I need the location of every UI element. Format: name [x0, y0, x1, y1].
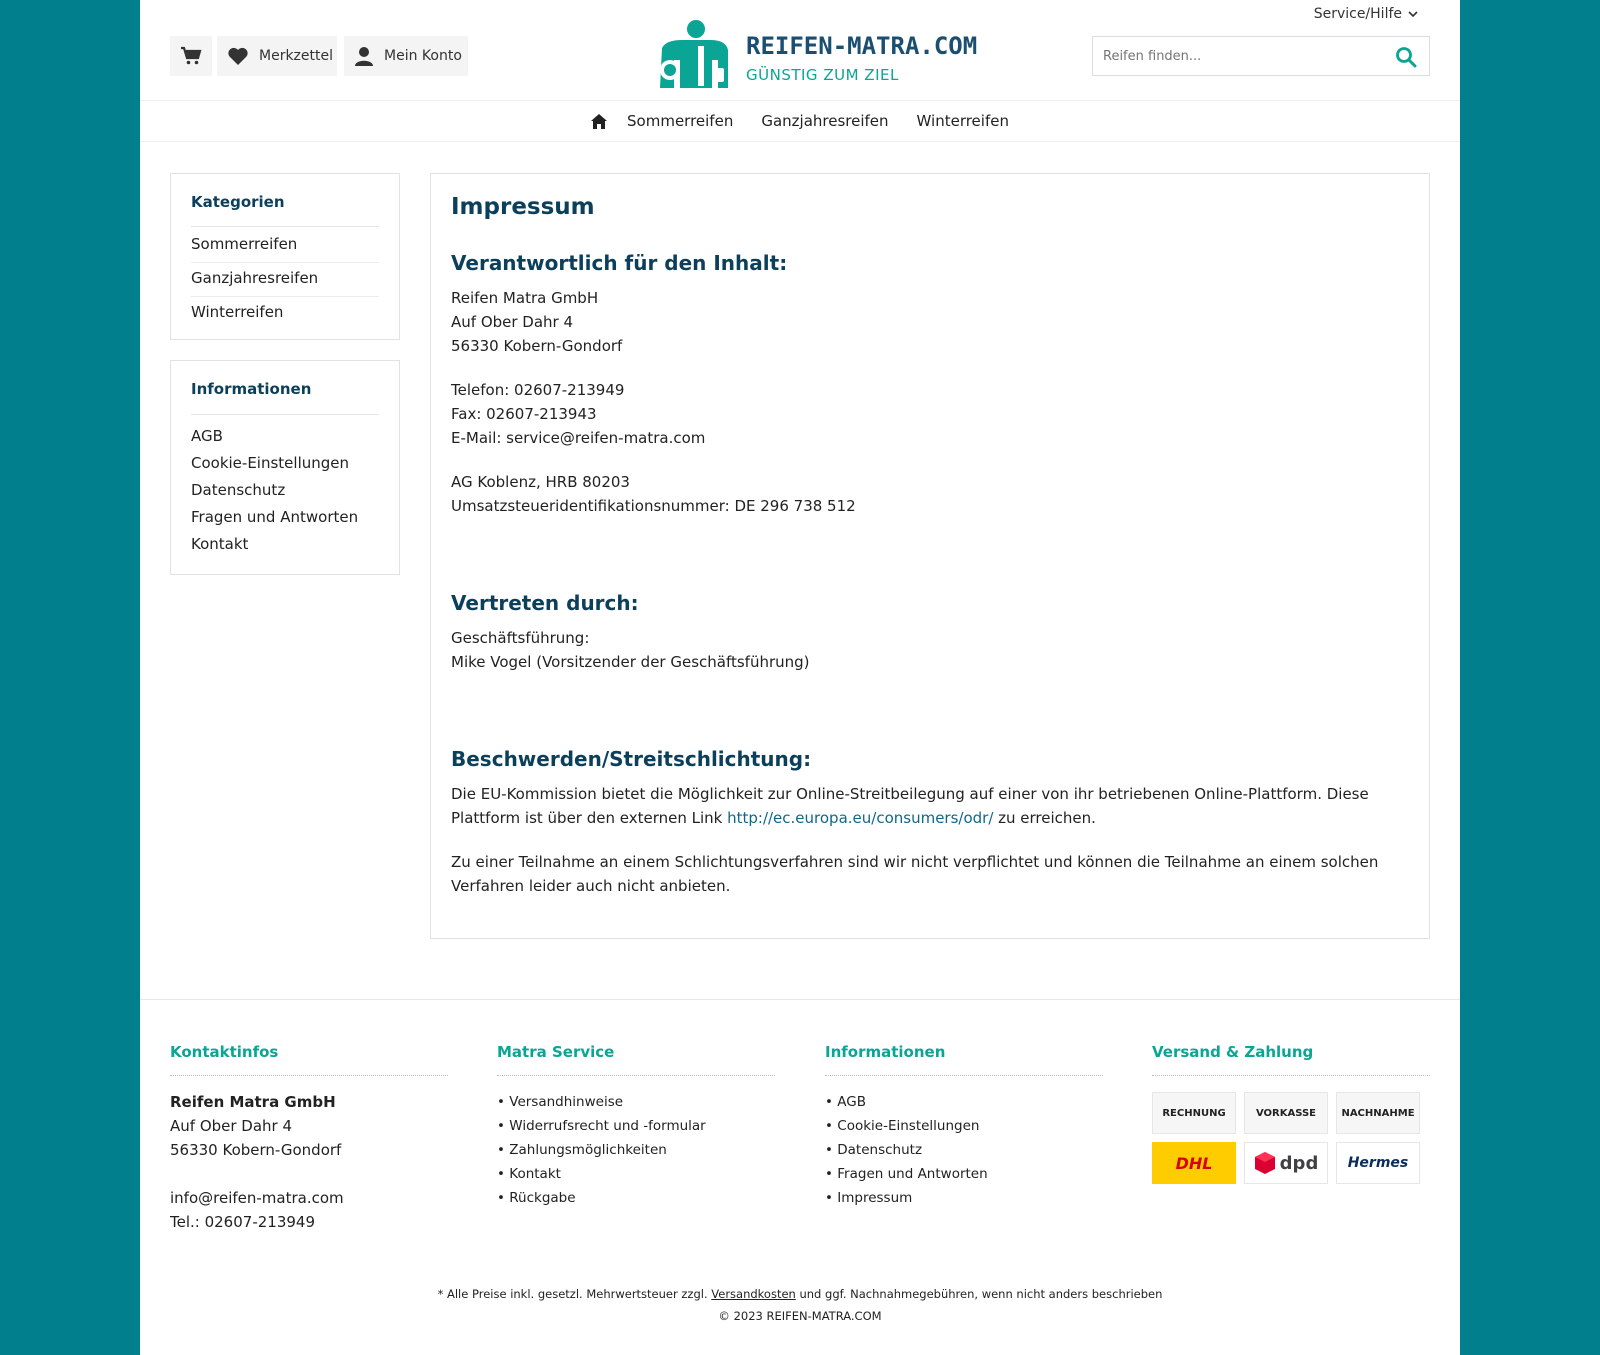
account-button[interactable]: [344, 36, 468, 76]
page: [140, 0, 1460, 1355]
footer-service-title: Matra Service: [497, 1043, 615, 1061]
nav-item-ganzjahresreifen[interactable]: Ganzjahresreifen: [761, 112, 889, 130]
dpd-label: dpd: [1279, 1152, 1319, 1174]
footer-information-title: Informationen: [825, 1043, 946, 1061]
sidebar-information: [170, 360, 400, 575]
payment-logos: [1152, 1092, 1432, 1184]
logo[interactable]: [652, 18, 978, 90]
service-label: Service/Hilfe: [1313, 6, 1402, 22]
arbitration-paragraph: Zu einer Teilnahme an einem Schlichtungsverfahren sind wir nicht verpflichtet und können die Teilnahme an einem solchen Verfahren leider auch nicht anbieten.: [451, 853, 1379, 895]
vat-text: Umsatzsteueridentifikationsnummer: DE 296 738 512: [451, 497, 856, 515]
payment-invoice: RECHNUNG: [1152, 1092, 1236, 1134]
company-city: 56330 Kobern-Gondorf: [451, 337, 623, 355]
sidebar-item-cookie-settings[interactable]: Cookie-Einstellungen: [191, 454, 350, 472]
divider: [1152, 1075, 1430, 1076]
footer-street: Auf Ober Dahr 4: [170, 1117, 293, 1135]
footer-company: Reifen Matra GmbH: [170, 1093, 336, 1111]
service-menu[interactable]: [1314, 6, 1418, 22]
copyright: © 2023 REIFEN-MATRA.COM: [718, 1309, 882, 1323]
footer-service: [497, 1043, 775, 1210]
email-text: E-Mail: service@reifen-matra.com: [451, 429, 706, 447]
chevron-down-icon: [1408, 11, 1418, 18]
footer-city: 56330 Kobern-Gondorf: [170, 1141, 342, 1159]
footer-shipping-title: Versand & Zahlung: [1152, 1043, 1314, 1061]
search-icon: [1395, 46, 1417, 68]
footer-link[interactable]: • Rückgabe: [497, 1186, 775, 1210]
footer-link[interactable]: • AGB: [825, 1090, 1103, 1114]
content-panel: [430, 173, 1430, 939]
carrier-dpd: [1244, 1142, 1328, 1184]
search-input[interactable]: [1093, 37, 1393, 75]
footer-divider: [140, 999, 1460, 1000]
footer-link[interactable]: • Cookie-Einstellungen: [825, 1114, 1103, 1138]
sidebar-item-agb[interactable]: AGB: [191, 427, 223, 445]
page-title: Impressum: [451, 194, 595, 220]
odr-link[interactable]: http://ec.europa.eu/consumers/odr/: [727, 809, 994, 827]
footer-link[interactable]: • Fragen und Antworten: [825, 1162, 1103, 1186]
heading-represented: Vertreten durch:: [451, 591, 639, 615]
sidebar-item-faq[interactable]: Fragen und Antworten: [191, 508, 359, 526]
shipping-costs-link[interactable]: Versandkosten: [711, 1287, 796, 1301]
odr-paragraph: [451, 782, 1401, 830]
footer-link[interactable]: • Datenschutz: [825, 1138, 1103, 1162]
footer-link[interactable]: • Kontakt: [497, 1162, 775, 1186]
footer-link[interactable]: • Impressum: [825, 1186, 1103, 1210]
fax-text: Fax: 02607-213943: [451, 405, 597, 423]
legal-notice: [140, 1287, 1460, 1301]
odr-text-end: zu erreichen.: [993, 809, 1096, 827]
divider: [191, 262, 379, 263]
heading-responsible: Verantwortlich für den Inhalt:: [451, 251, 788, 275]
sidebar-item-sommerreifen[interactable]: Sommerreifen: [191, 235, 298, 253]
payment-cod: NACHNAHME: [1336, 1092, 1420, 1134]
court-text: AG Koblenz, HRB 80203: [451, 473, 630, 491]
divider: [825, 1075, 1103, 1076]
nav-item-sommerreifen[interactable]: Sommerreifen: [627, 112, 734, 130]
divider: [191, 296, 379, 297]
nav-home[interactable]: [591, 114, 607, 129]
sidebar-item-winterreifen[interactable]: Winterreifen: [191, 303, 284, 321]
phone-text: Telefon: 02607-213949: [451, 381, 625, 399]
main-navigation: [140, 100, 1460, 142]
footer-phone: Tel.: 02607-213949: [170, 1213, 315, 1231]
footer-information: [825, 1043, 1103, 1210]
divider: [497, 1075, 775, 1076]
sidebar-item-privacy[interactable]: Datenschutz: [191, 481, 286, 499]
cart-button[interactable]: [170, 36, 212, 76]
footer-email[interactable]: info@reifen-matra.com: [170, 1189, 344, 1207]
carrier-hermes: Hermes: [1336, 1142, 1420, 1184]
sidebar-categories: [170, 173, 400, 340]
odr-text: Die EU-Kommission bietet die Möglichkeit zur Online-Streitbeilegung auf einer von ihr betriebenen Online-Plattform. Diese Plattform ist über den externen Link: [451, 785, 1369, 827]
account-label: Mein Konto: [384, 48, 462, 64]
company-street: Auf Ober Dahr 4: [451, 313, 574, 331]
user-icon: [354, 46, 374, 66]
footer-address: [170, 1090, 448, 1234]
footer-link[interactable]: • Zahlungsmöglichkeiten: [497, 1138, 775, 1162]
search-box: [1092, 36, 1430, 76]
heading-complaints: Beschwerden/Streitschlichtung:: [451, 747, 812, 771]
company-name: Reifen Matra GmbH: [451, 289, 599, 307]
home-icon: [591, 114, 607, 129]
divider: [191, 414, 379, 415]
search-button[interactable]: [1395, 46, 1417, 72]
sidebar-information-title: Informationen: [191, 380, 312, 398]
cart-icon: [180, 46, 202, 66]
sidebar-item-ganzjahresreifen[interactable]: Ganzjahresreifen: [191, 269, 319, 287]
logo-mascot-icon: [652, 18, 732, 90]
logo-name: REIFEN-MATRA.COM: [746, 32, 978, 60]
divider: [191, 226, 379, 227]
carrier-dhl: DHL: [1152, 1142, 1236, 1184]
heart-icon: [227, 46, 249, 66]
footer-link[interactable]: • Versandhinweise: [497, 1090, 775, 1114]
footer-link[interactable]: • Widerrufsrecht und -formular: [497, 1114, 775, 1138]
nav-item-winterreifen[interactable]: Winterreifen: [916, 112, 1009, 130]
footer-shipping: [1152, 1043, 1430, 1184]
footer-contact-title: Kontaktinfos: [170, 1043, 279, 1061]
logo-slogan: GÜNSTIG ZUM ZIEL: [746, 66, 899, 84]
management-name: Mike Vogel (Vorsitzender der Geschäftsführung): [451, 653, 810, 671]
sidebar-categories-title: Kategorien: [191, 193, 285, 211]
wishlist-label: Merkzettel: [259, 48, 333, 64]
management-label: Geschäftsführung:: [451, 629, 590, 647]
divider: [170, 1075, 448, 1076]
footer-contact: [170, 1043, 448, 1234]
payment-prepayment: VORKASSE: [1244, 1092, 1328, 1134]
dpd-cube-icon: [1254, 1151, 1276, 1175]
legal-text: * Alle Preise inkl. gesetzl. Mehrwertsteuer zzgl.: [437, 1287, 712, 1301]
wishlist-button[interactable]: [217, 36, 337, 76]
legal-text-end: und ggf. Nachnahmegebühren, wenn nicht anders beschrieben: [795, 1287, 1163, 1301]
sidebar-item-contact[interactable]: Kontakt: [191, 535, 249, 553]
